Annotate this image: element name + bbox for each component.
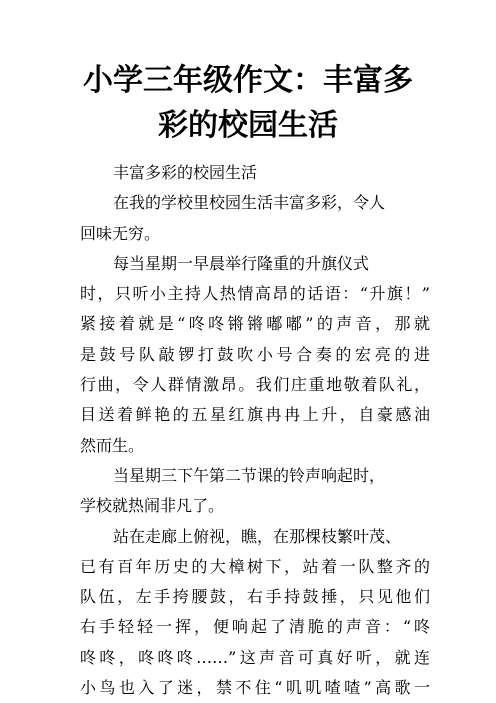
body-line: 学校就热闹非凡了。 — [80, 496, 225, 516]
body-line: 回味无穷。 — [80, 223, 161, 243]
document-title-line-2: 彩的校园生活 — [158, 108, 338, 143]
body-line: 每当星期一早晨举行隆重的升旗仪式 — [113, 253, 370, 273]
body-line: 在我的学校里校园生活丰富多彩，令人 — [113, 193, 386, 213]
document-title-line-1: 小学三年级作文：丰富多 — [83, 63, 413, 98]
body-line: 目送着鲜艳的五星红旗冉冉上升，自豪感油 — [80, 405, 430, 425]
body-line: 然而生。 — [80, 435, 145, 455]
body-line: 咚咚，咚咚咚……”这声音可真好听，就连 — [80, 647, 430, 667]
body-line: 是鼓号队敲锣打鼓吹小号合奏的宏亮的进 — [80, 344, 430, 364]
body-line: 行曲，令人群情激昂。我们庄重地敬着队礼， — [80, 375, 430, 395]
body-line: 队伍，左手挎腰鼓，右手持鼓捶，只见他们 — [80, 587, 430, 607]
document-body — [80, 158, 430, 703]
body-line: 丰富多彩的校园生活 — [113, 163, 258, 182]
body-line: 已有百年历史的大樟树下，站着一队整齐的 — [80, 556, 430, 576]
body-line: 小鸟也入了迷，禁不住“叽叽喳喳”高歌一 — [80, 678, 430, 698]
body-line: 右手轻轻一挥，便响起了清脆的声音：“咚 — [80, 617, 430, 637]
body-line: 当星期三下午第二节课的铃声响起时， — [113, 465, 386, 485]
body-line: 紧接着就是“咚咚锵锵嘟嘟”的声音，那就 — [80, 314, 430, 334]
body-line: 时，只听小主持人热情高昂的话语：“升旗！” — [80, 284, 430, 304]
body-line: 站在走廊上俯视，瞧，在那棵枝繁叶茂、 — [113, 526, 402, 546]
